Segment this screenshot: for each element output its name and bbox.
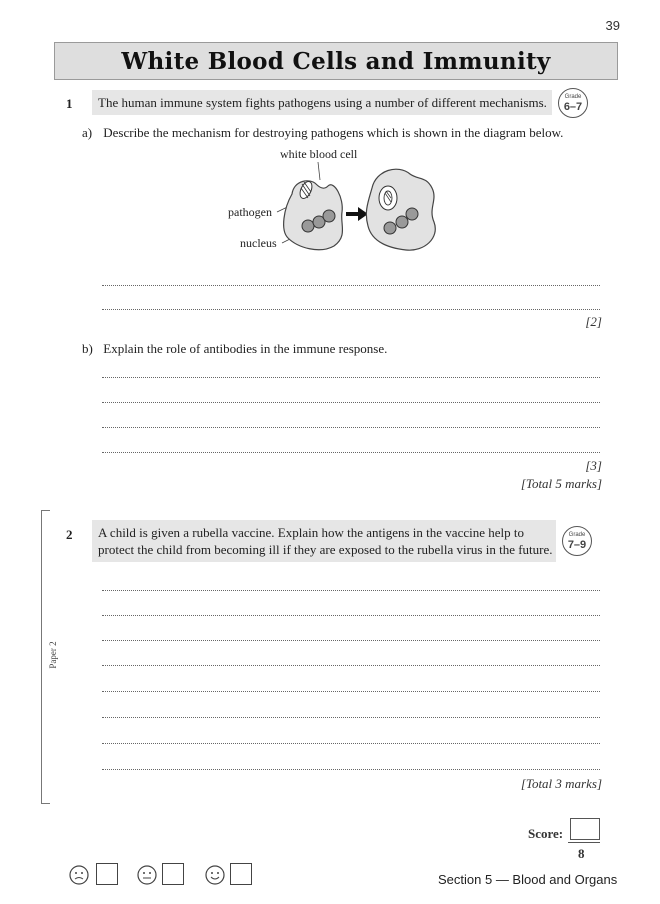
answer-line[interactable]: [102, 614, 600, 616]
answer-line[interactable]: [102, 664, 600, 666]
stem-line-2: protect the child from becoming ill if they are exposed to the rubella virus in the future.: [98, 542, 553, 557]
nucleus-lobe: [396, 216, 408, 228]
marks-1a: [2]: [585, 314, 602, 329]
nucleus-lobe: [406, 208, 418, 220]
paper-label: Paper 2: [48, 630, 58, 680]
label-white-blood-cell: white blood cell: [280, 147, 358, 161]
question-1a: [82, 125, 563, 141]
score-divider: [568, 842, 600, 843]
part-text: Explain the role of antibodies in the immune response.: [103, 341, 388, 356]
question-1b: [82, 341, 387, 357]
answer-line[interactable]: [102, 426, 600, 428]
question-1-stem: The human immune system fights pathogens using a number of different mechanisms.: [92, 90, 552, 115]
leader-wbc: [318, 162, 320, 180]
grade-word: Grade: [564, 93, 582, 100]
phagocytosis-diagram: [222, 142, 448, 260]
nucleus-lobe: [384, 222, 396, 234]
question-2-stem: [92, 520, 556, 562]
page-title-box: [54, 42, 618, 80]
grade-badge-q2: [562, 526, 592, 556]
question-1-number: 1: [66, 96, 73, 111]
answer-line[interactable]: [102, 376, 600, 378]
happy-face-checkbox[interactable]: [230, 863, 252, 885]
grade-word: Grade: [568, 531, 586, 538]
grade-value: 7–9: [567, 538, 587, 551]
label-nucleus: nucleus: [240, 236, 277, 250]
answer-line[interactable]: [102, 690, 600, 692]
answer-line[interactable]: [102, 639, 600, 641]
label-pathogen: pathogen: [228, 205, 272, 219]
part-label: b): [82, 341, 93, 356]
happy-face-icon: [204, 864, 226, 886]
page-title: White Blood Cells and Immunity: [121, 47, 551, 75]
neutral-face-icon: [136, 864, 158, 886]
part-label: a): [82, 125, 93, 140]
part-text: Describe the mechanism for destroying pathogens which is shown in the diagram below.: [103, 125, 564, 140]
answer-line[interactable]: [102, 308, 600, 310]
score-box[interactable]: [570, 818, 600, 840]
sad-face-checkbox[interactable]: [96, 863, 118, 885]
score-label: Score:: [528, 826, 564, 841]
page-number: 39: [605, 18, 620, 33]
white-blood-cell-2: [366, 169, 435, 250]
footer-section-title: Section 5 — Blood and Organs: [438, 872, 618, 887]
answer-line[interactable]: [102, 451, 600, 453]
total-marks-q2: [Total 3 marks]: [520, 776, 602, 791]
answer-line[interactable]: [102, 716, 600, 718]
question-2-number: 2: [66, 527, 73, 542]
answer-line[interactable]: [102, 589, 600, 591]
answer-line[interactable]: [102, 768, 600, 770]
answer-line[interactable]: [102, 401, 600, 403]
score-total: 8: [578, 846, 585, 861]
marks-1b: [3]: [585, 458, 602, 473]
neutral-face-checkbox[interactable]: [162, 863, 184, 885]
grade-badge-q1: [558, 88, 588, 118]
nucleus-lobe: [302, 220, 314, 232]
answer-line[interactable]: [102, 742, 600, 744]
grade-value: 6–7: [563, 100, 583, 113]
answer-line[interactable]: [102, 284, 600, 286]
nucleus-lobe: [323, 210, 335, 222]
sad-face-icon: [68, 864, 90, 886]
total-marks-q1: [Total 5 marks]: [520, 476, 602, 491]
arrow-icon: [346, 207, 368, 221]
stem-line-1: A child is given a rubella vaccine. Explain how the antigens in the vaccine help to: [98, 525, 524, 540]
